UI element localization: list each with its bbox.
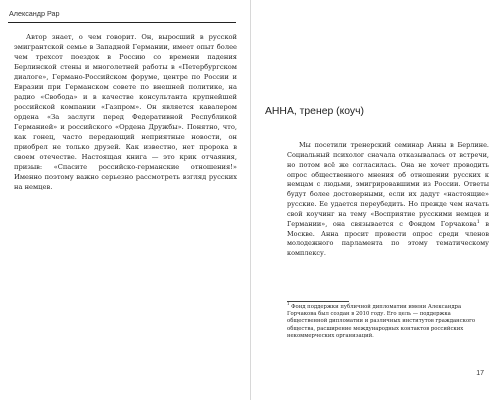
body-paragraph: Автор знает, о чем говорит. Он, выросший в русской эмигрантской семье в Западной Германии, имеет опыт более чем трехсот поездок в Россию со времени падения Берлинской стены и многолетней работы в «Петербургском диалоге», Германо-Российском форуме, центре по России и Евразии при Германском совете по внешней политике, на радио «Свобода» и в качестве консультанта крупнейшей российской компании «Газпром». Он является кавалером ордена «За заслуги перед Федеративной Республикой Германией» и российского «Ордена Дружбы». Понятно, что, как гонец, часто передающий неприятные новости, он приобрел не только друзей. Как известно, нет пророка в своем отечестве. Настоящая книга — это крик отчаяния, призыв: «Спасите российско-германские отношения!» Именно поэтому важно серьезно рассмотреть взгляд русских на немцев. xyxy=(14,33,237,191)
paragraph-text: Мы посетили тренерский семинар Анны в Берлине. Социальный психолог сначала отказывалась от встречи, но потом всё же согласилась. Она не хочет проводить опрос общественного мнения об отношении русских к немцам с людьми, эмигрировавшими из России. Ответы будут более достоверными, если их дадут «настоящие» русские. Ее удается переубедить. Но прежде чем начать свой коучинг на тему «Восприятие русскими немцев и Германии», она связывается с Фондом Горчакова xyxy=(287,141,489,228)
body-paragraph xyxy=(287,141,489,259)
footnote xyxy=(287,301,489,340)
footnote-text: Фонд поддержки публичной дипломатии имени Александра Горчакова был создан в 2010 году. Его цель — поддержка общественной дипломатии и различных институтов гражданского общества, расширение международных контактов российских некоммерческих организаций. xyxy=(287,304,476,339)
footnote-reference: 1 xyxy=(476,219,480,225)
footnote-mark: 1 xyxy=(287,301,290,307)
running-head: Александр Рар xyxy=(9,9,60,18)
chapter-title: АННА, тренер (коуч) xyxy=(265,106,364,117)
right-page xyxy=(251,0,500,400)
header-rule xyxy=(8,22,236,23)
footnote-rule xyxy=(287,301,349,302)
paragraph-text-continued: в Москве. Анна просит провести опрос среди членов молодежного парламента по этому тематическому комплексу. xyxy=(287,219,489,258)
page-number: 17 xyxy=(476,370,484,377)
